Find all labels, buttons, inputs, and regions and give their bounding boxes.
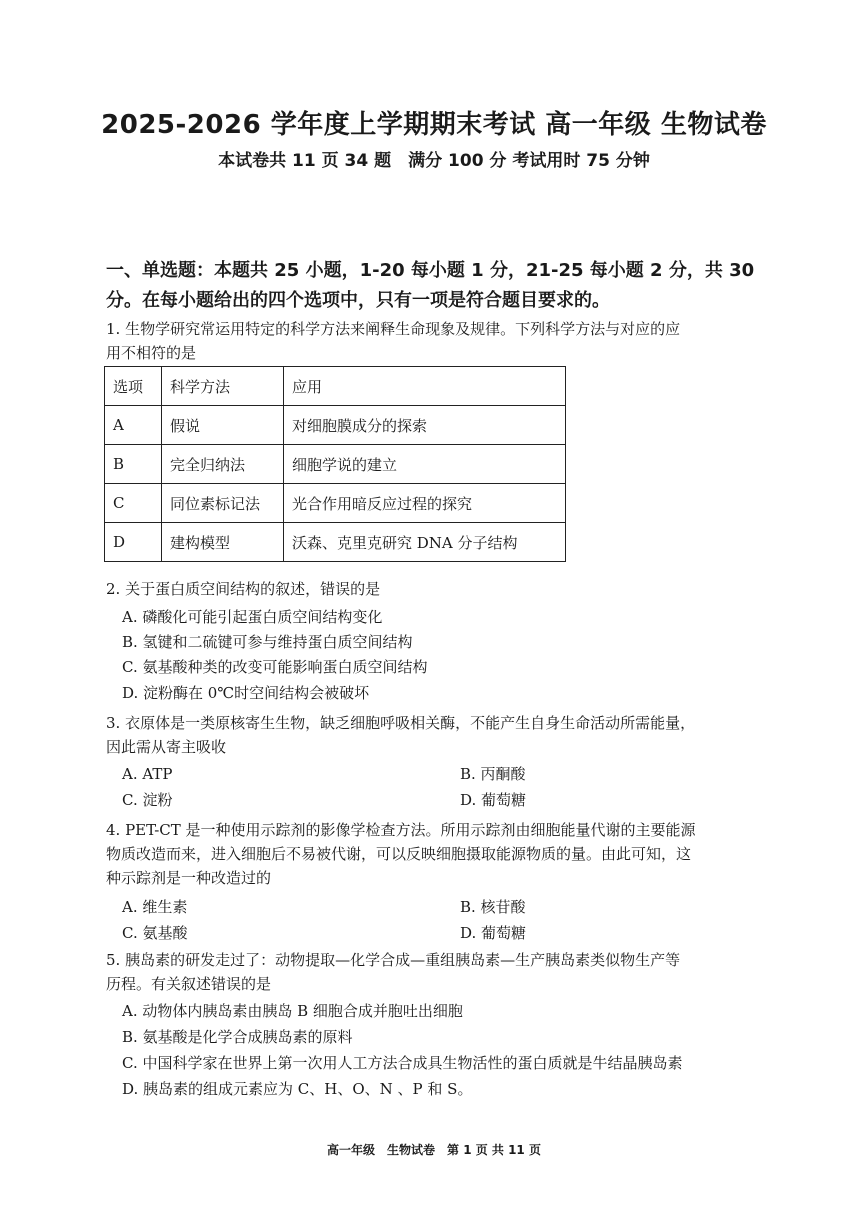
table-cell: 细胞学说的建立 — [284, 445, 566, 484]
table-cell: 同位素标记法 — [162, 484, 284, 523]
question-1-stem — [106, 317, 812, 365]
question-4-option-d: D. 葡萄糖 — [460, 924, 527, 942]
table-cell: 光合作用暗反应过程的探究 — [284, 484, 566, 523]
table-cell: A — [105, 406, 162, 445]
question-3-option-a: A. ATP — [122, 765, 173, 783]
question-3-stem-line-1: 3. 衣原体是一类原核寄生生物，缺乏细胞呼吸相关酶，不能产生自身生命活动所需能量， — [106, 714, 696, 732]
question-5-stem-line-1: 5. 胰岛素的研发走过了：动物提取—化学合成—重组胰岛素—生产胰岛素类似物生产等 — [106, 951, 681, 969]
question-2-option-c: C. 氨基酸种类的改变可能影响蛋白质空间结构 — [122, 658, 428, 676]
section-heading — [106, 256, 806, 316]
question-5-stem-line-2: 历程。有关叙述错误的是 — [106, 975, 272, 993]
table-cell: 沃森、克里克研究 DNA 分子结构 — [284, 523, 566, 562]
question-2-option-a: A. 磷酸化可能引起蛋白质空间结构变化 — [122, 608, 383, 626]
question-5-stem — [106, 948, 812, 996]
question-5-option-c: C. 中国科学家在世界上第一次用人工方法合成具生物活性的蛋白质就是牛结晶胰岛素 — [122, 1054, 683, 1072]
table-cell: 建构模型 — [162, 523, 284, 562]
table-cell: 完全归纳法 — [162, 445, 284, 484]
table-row — [105, 523, 566, 562]
exam-info: 本试卷共 11 页 34 题 满分 100 分 考试用时 75 分钟 — [218, 151, 650, 171]
question-4-stem — [106, 818, 812, 890]
question-1-stem-line-1: 1. 生物学研究常运用特定的科学方法来阐释生命现象及规律。下列科学方法与对应的应 — [106, 320, 681, 338]
question-4-option-b: B. 核苷酸 — [460, 898, 526, 916]
question-3-stem-line-2: 因此需从寄主吸收 — [106, 738, 227, 756]
question-4-stem-line-1: 4. PET-CT 是一种使用示踪剂的影像学检查方法。所用示踪剂由细胞能量代谢的主要能源 — [106, 821, 696, 839]
question-2-option-b: B. 氢键和二硫键可参与维持蛋白质空间结构 — [122, 633, 413, 651]
table-header-cell: 选项 — [105, 367, 162, 406]
question-4-option-a: A. 维生素 — [122, 898, 188, 916]
table-header-cell: 应用 — [284, 367, 566, 406]
table-row — [105, 406, 566, 445]
section-heading-line-1: 一、单选题：本题共 25 小题，1-20 每小题 1 分，21-25 每小题 2 分，共 30 — [106, 260, 755, 281]
question-3-option-c: C. 淀粉 — [122, 791, 173, 809]
table-row — [105, 484, 566, 523]
page-title: 2025-2026 学年度上学期期末考试 高一年级 生物试卷 — [101, 110, 767, 140]
question-4-stem-line-3: 种示踪剂是一种改造过的 — [106, 869, 272, 887]
question-3-option-d: D. 葡萄糖 — [460, 791, 527, 809]
section-heading-line-2: 分。在每小题给出的四个选项中，只有一项是符合题目要求的。 — [106, 290, 610, 311]
table-header-cell: 科学方法 — [162, 367, 284, 406]
table-cell: 对细胞膜成分的探索 — [284, 406, 566, 445]
question-2-option-d: D. 淀粉酶在 0℃时空间结构会被破坏 — [122, 684, 370, 702]
question-3-stem — [106, 711, 812, 759]
question-5-option-d: D. 胰岛素的组成元素应为 C、H、O、N 、P 和 S。 — [122, 1080, 473, 1098]
question-5-option-a: A. 动物体内胰岛素由胰岛 B 细胞合成并胞吐出细胞 — [122, 1002, 463, 1020]
question-4-stem-line-2: 物质改造而来，进入细胞后不易被代谢，可以反映细胞摄取能源物质的量。由此可知，这 — [106, 845, 692, 863]
table-row — [105, 445, 566, 484]
table-cell: C — [105, 484, 162, 523]
question-1-stem-line-2: 用不相符的是 — [106, 344, 197, 362]
table-cell: D — [105, 523, 162, 562]
table-cell: 假说 — [162, 406, 284, 445]
question-3-option-b: B. 丙酮酸 — [460, 765, 526, 783]
table-cell: B — [105, 445, 162, 484]
table-header-row — [105, 367, 566, 406]
methods-table — [104, 366, 566, 562]
page-footer: 高一年级 生物试卷 第 1 页 共 11 页 — [327, 1143, 541, 1157]
question-2-stem: 2. 关于蛋白质空间结构的叙述，错误的是 — [106, 580, 381, 598]
question-5-option-b: B. 氨基酸是化学合成胰岛素的原料 — [122, 1028, 353, 1046]
question-4-option-c: C. 氨基酸 — [122, 924, 188, 942]
